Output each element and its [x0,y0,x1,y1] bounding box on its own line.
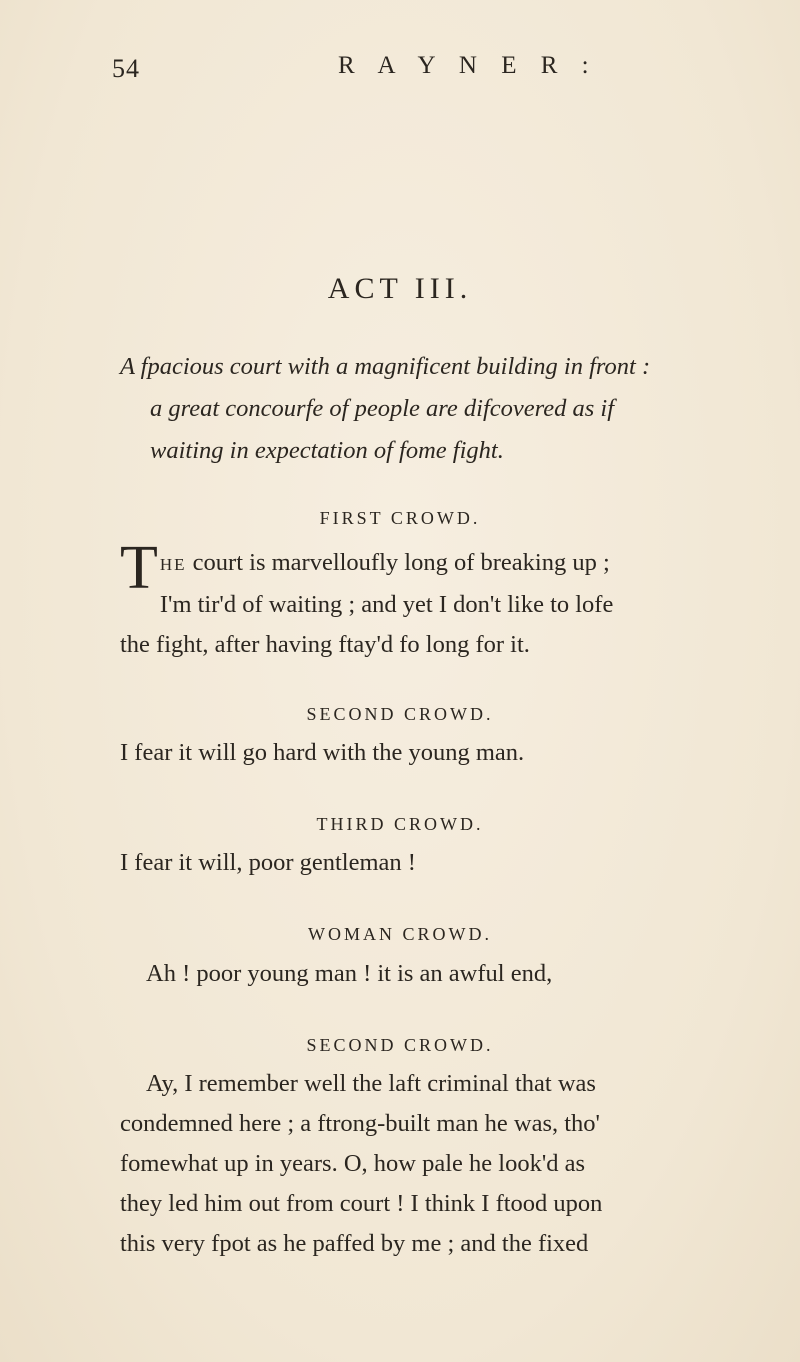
speech [120,534,760,665]
speech-line: this very fpot as he paffed by me ; and the fixed [120,1230,589,1257]
page-number: 54 [112,54,140,83]
speaker-label: FIRST CROWD. [319,508,481,528]
speech [120,843,760,883]
stage-direction [120,346,750,472]
speech [146,954,786,994]
running-head [0,48,800,88]
speech-line: Ah ! poor young man ! it is an awful end, [146,960,553,987]
speech-line: condemned here ; a ftrong-built man he was, tho' [120,1110,600,1137]
speaker-label: SECOND CROWD. [306,704,494,724]
speaker-label: THIRD CROWD. [316,814,484,834]
running-title: R A Y N E R : [338,52,598,79]
stage-direction-line: a great concourfe of people are difcovered as if [150,395,615,422]
stage-direction-line: waiting in expectation of fome fight. [150,437,504,464]
speech-line: fomewhat up in years. O, how pale he look'd as [120,1150,586,1177]
drop-cap: T [120,534,158,602]
speech-line: they led him out from court ! I think I ftood upon [120,1190,603,1217]
speech-line: I fear it will, poor gentleman ! [120,849,416,876]
speech-line: I fear it will go hard with the young man. [120,739,525,766]
speech-line: the fight, after having ftay'd fo long for it. [120,631,530,658]
act-heading: ACT III. [327,272,473,305]
speech-line: I'm tir'd of waiting ; and yet I don't like to lofe [159,591,614,618]
speech-line-text: court is marvelloufly long of breaking up ; [186,549,610,576]
speaker-label: SECOND CROWD. [306,1035,494,1055]
small-caps-word: HE [159,555,187,574]
speech [120,1064,760,1264]
stage-direction-line: A fpacious court with a magnificent building in front : [120,353,651,380]
speech-line: Ay, I remember well the laft criminal that was [146,1070,596,1097]
speech-line [120,543,760,585]
speech [120,733,760,773]
speaker-label: WOMAN CROWD. [308,924,492,944]
